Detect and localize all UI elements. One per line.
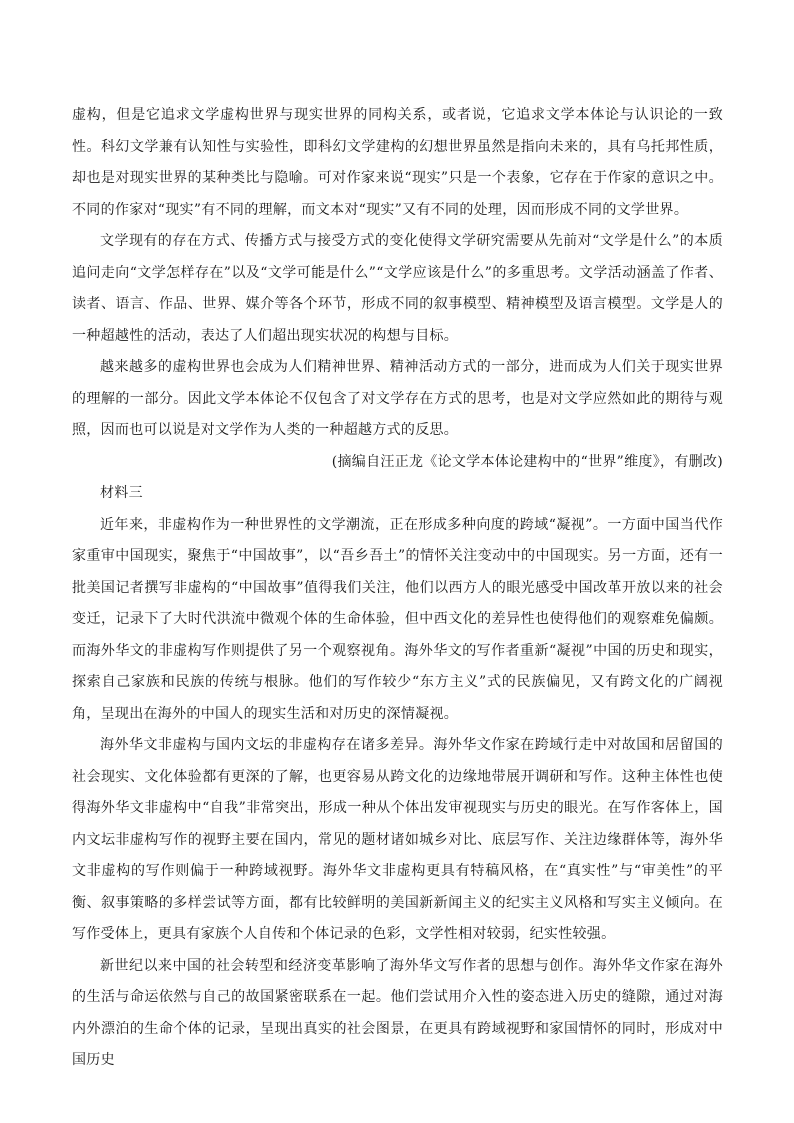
paragraph-literary-existence: 文学现有的存在方式、传播方式与接受方式的变化使得文学研究需要从先前对“文学是什么”的本质追问走向“文学怎样存在”以及“文学可能是什么”“文学应该是什么”的多重思考。文学活动涵盖了作者、读者、语言、作品、世界、媒介等各个环节，形成不同的叙事模型、精神模型及语言模型。文学是人的一种超越性的活动，表达了人们超出现实状况的构想与目标。 — [72, 233, 723, 344]
section-heading-material-3: 材料三 — [100, 485, 143, 501]
source-citation: (摘编自汪正龙《论文学本体论建构中的“世界”维度》，有删改) — [331, 453, 723, 470]
paragraph-fictional-world: 越来越多的虚构世界也会成为人们精神世界、精神活动方式的一部分，进而成为人们关于现实世界的理解的一部分。因此文学本体论不仅包含了对文学存在方式的思考，也是对文学应然如此的期待与观照，因而也可以说是对文学作为人类的一种超越方式的反思。 — [72, 359, 723, 438]
paragraph-new-century: 新世纪以来中国的社会转型和经济变革影响了海外华文写作者的思想与创作。海外华文作家在海外的生活与命运依然与自己的故国紧密联系在一起。他们尝试用介入性的姿态进入历史的缝隙，通过对海内外漂泊的生命个体的记录，呈现出真实的社会图景，在更具有跨域视野和家国情怀的同时，形成对中国历史 — [72, 957, 723, 1068]
document-page — [72, 100, 723, 1077]
paragraph-continuation: 虚构，但是它追求文学虚构世界与现实世界的同构关系，或者说，它追求文学本体论与认识论的一致性。科幻文学兼有认知性与实验性，即科幻文学建构的幻想世界虽然是指向未来的，具有乌托邦性质，却也是对现实世界的某种类比与隐喻。可对作家来说“现实”只是一个表象，它存在于作家的意识之中。不同的作家对“现实”有不同的理解，而文本对“现实”又有不同的处理，因而形成不同的文学世界。 — [72, 107, 723, 218]
paragraph-nonfiction-trend: 近年来，非虚构作为一种世界性的文学潮流，正在形成多种向度的跨域“凝视”。一方面中国当代作家重审中国现实，聚焦于“中国故事”，以“吾乡吾土”的情怀关注变动中的中国现实。另一方面，还有一批美国记者撰写非虚构的“中国故事”值得我们关注，他们以西方人的眼光感受中国改革开放以来的社会变迁，记录下了大时代洪流中微观个体的生命体验，但中西文化的差异性也使得他们的观察难免偏颇。而海外华文的非虚构写作则提供了另一个观察视角。海外华文的写作者重新“凝视”中国的历史和现实，探索自己家族和民族的传统与根脉。他们的写作较少“东方主义”式的民族偏见，又有跨文化的广阔视角，呈现出在海外的中国人的现实生活和对历史的深情凝视。 — [72, 516, 723, 722]
paragraph-differences: 海外华文非虚构与国内文坛的非虚构存在诸多差异。海外华文作家在跨域行走中对故国和居留国的社会现实、文化体验都有更深的了解，也更容易从跨文化的边缘地带展开调研和写作。这种主体性也使得海外华文非虚构中“自我”非常突出，形成一种从个体出发审视现实与历史的眼光。在写作客体上，国内文坛非虚构写作的视野主要在国内，常见的题材诸如城乡对比、底层写作、关注边缘群体等，海外华文非虚构的写作则偏于一种跨域视野。海外华文非虚构更具有特稿风格，在“真实性”与“审美性”的平衡、叙事策略的多样尝试等方面，都有比较鲜明的美国新新闻主义的纪实主义风格和写实主义倾向。在写作受体上，更具有家族个人自传和个体记录的色彩，文学性相对较弱，纪实性较强。 — [72, 737, 723, 942]
